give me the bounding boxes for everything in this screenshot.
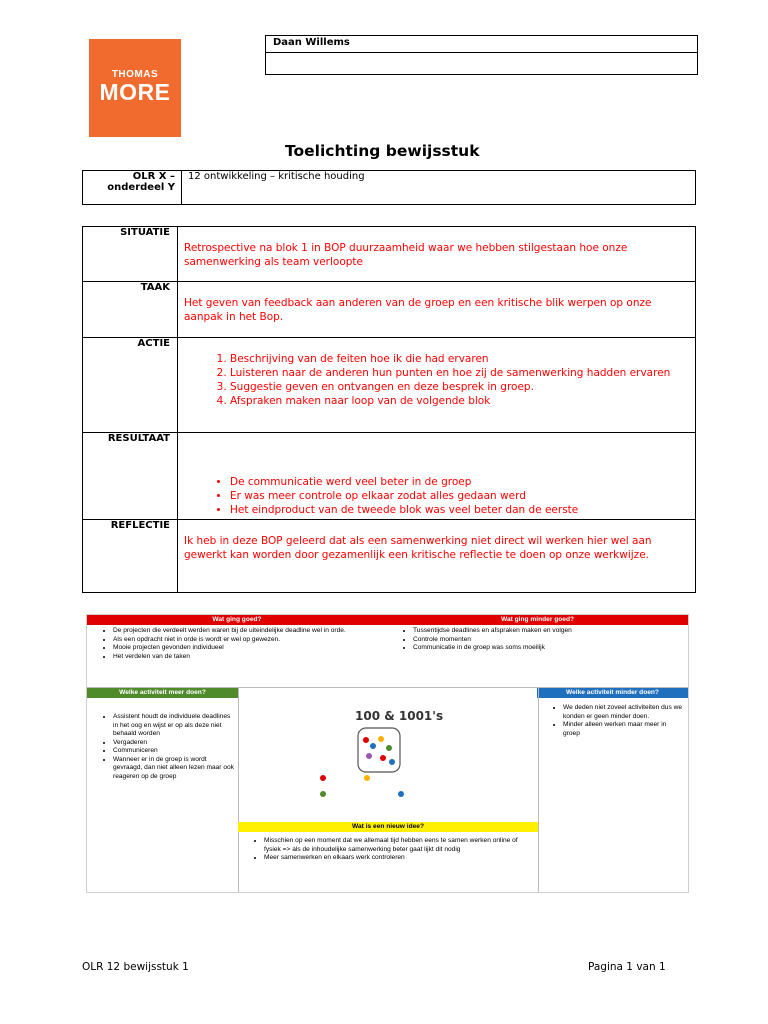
thomas-more-logo (89, 39, 181, 137)
legend-dot-green (320, 791, 326, 797)
jar-ball (386, 745, 392, 751)
legend-dot-blue (398, 791, 404, 797)
footer-right: Pagina 1 van 1 (588, 961, 666, 973)
actie-label: ACTIE (83, 338, 178, 433)
new-header: Wat is een nieuw idee? (238, 822, 538, 832)
reflectie-cell (178, 520, 696, 593)
actie-item: 1. Beschrijving van de feiten hoe ik die had ervaren (230, 352, 689, 366)
more-item: • Wanneer er in de groep is wordt gevraagd, dan niet alleen lezen maar ook reageren op de groep (113, 756, 235, 782)
actie-list (184, 352, 689, 408)
situatie-cell (178, 227, 696, 282)
good-item: • Als een opdracht niet in orde is wordt er wel op gewezen. (113, 636, 377, 645)
legend-dot-yellow (364, 775, 370, 781)
actie-item: 3. Suggestie geven en ontvangen en deze besprek in groep. (230, 380, 689, 394)
row-taak (83, 282, 696, 338)
student-name: Daan Willems (266, 36, 697, 53)
resultaat-list (184, 475, 689, 517)
jar-ball (370, 743, 376, 749)
footer-left: OLR 12 bewijsstuk 1 (82, 961, 189, 973)
logo-line1: THOMAS (111, 69, 159, 80)
resultaat-item: • Er was meer controle op elkaar zodat alles gedaan werd (230, 489, 689, 503)
less-good-cell (387, 627, 677, 653)
more-item: • Assistent houdt de individuele deadlines in het oog en wijst er op als deze niet behaald worden (113, 713, 235, 739)
less-good-item: • Communicatie in de groep was soms moeilijk (413, 644, 677, 653)
jar-ball (378, 736, 384, 742)
doodle-title: 100 & 1001's (355, 709, 444, 723)
actie-item: 4. Afspraken maken naar loop van de volgende blok (230, 394, 689, 408)
actie-item: 2. Luisteren naar de anderen hun punten en hoe zij de samenwerking hadden ervaren (230, 366, 689, 380)
jar-ball (366, 753, 372, 759)
less-item: • We deden niet zoveel activiteiten dus we konden er geen minder doen. (563, 704, 682, 721)
jar-ball (389, 759, 395, 765)
taak-text: Het geven van feedback aan anderen van de groep en een kritische blik werpen op onze aanpak in het Bop. (184, 297, 652, 323)
legend-dot-red (320, 775, 326, 781)
row-reflectie (83, 520, 696, 593)
row-resultaat (83, 433, 696, 520)
reflectie-label: REFLECTIE (83, 520, 178, 593)
good-header: Wat ging goed? (87, 615, 387, 625)
olr-label-line2: onderdeel Y (107, 182, 175, 193)
star-table (82, 226, 696, 593)
less-good-header: Wat ging minder goed? (387, 615, 688, 625)
document-title: Toelichting bewijsstuk (285, 142, 480, 160)
less-cell (537, 704, 682, 738)
more-item: • Vergaderen (113, 739, 235, 748)
less-good-item: • Controle momenten (413, 636, 677, 645)
new-cell (238, 837, 528, 863)
less-good-item: • Tussentijdse deadlines en afspraken maken en volgen (413, 627, 677, 636)
row-situatie (83, 227, 696, 282)
situatie-text: Retrospective na blok 1 in BOP duurzaamheid waar we hebben stilgestaan hoe onze samenwerking als team verloopte (184, 242, 628, 268)
olr-value: 12 ontwikkeling – kritische houding (182, 171, 696, 205)
taak-cell (178, 282, 696, 338)
less-header: Welke activiteit minder doen? (537, 688, 688, 698)
good-item: • De projecten die verdeelt werden waren bij de uiteindelijke deadline wel in orde. (113, 627, 377, 636)
good-item: • Het verdelen van de taken (113, 653, 377, 662)
resultaat-label: RESULTAAT (83, 433, 178, 520)
jar-shape (358, 728, 400, 772)
resultaat-item: • De communicatie werd veel beter in de groep (230, 475, 689, 489)
more-cell (87, 713, 235, 781)
row-actie (83, 338, 696, 433)
resultaat-cell (178, 433, 696, 520)
resultaat-item: • Het eindproduct van de tweede blok was veel beter dan de eerste (230, 503, 689, 517)
new-item: • Meer samenwerken en elkaars werk controleren (264, 854, 528, 863)
jar-ball (363, 737, 369, 743)
good-cell (87, 627, 377, 661)
jar-doodle-illustration (303, 706, 463, 806)
new-item: • Misschien op een moment dat we allemaal tijd hebben eens te samen werken online of fysiek => als de inhoudelijke samenwerking beter gaat lijkt dit nodig (264, 837, 528, 854)
olr-table (82, 170, 696, 205)
less-item: • Minder alleen werken maar meer in groep (563, 721, 682, 738)
jar-ball (380, 755, 386, 761)
good-item: • Mooie projecten gevonden individueel (113, 644, 377, 653)
more-header: Welke activiteit meer doen? (87, 688, 238, 698)
reflectie-text: Ik heb in deze BOP geleerd dat als een samenwerking niet direct wil werken hier wel aan gewerkt kan worden door gezamenlijk een kritische reflectie te doen op onze werkwijze. (184, 535, 652, 561)
actie-cell (178, 338, 696, 433)
olr-label-line1: OLR X – (132, 171, 175, 182)
name-box (265, 35, 698, 75)
logo-line2: MORE (99, 79, 171, 105)
situatie-label: SITUATIE (83, 227, 178, 282)
more-item: • Communiceren (113, 747, 235, 756)
taak-label: TAAK (83, 282, 178, 338)
olr-label (83, 171, 182, 205)
